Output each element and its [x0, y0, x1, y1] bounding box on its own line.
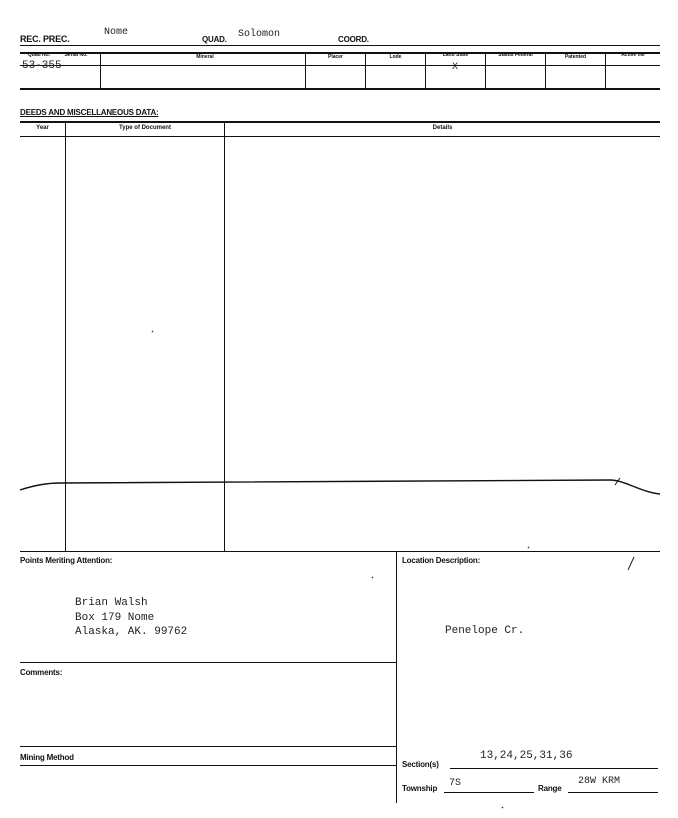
township-line — [444, 792, 534, 793]
col-active-file: Active file — [621, 52, 645, 58]
range-line — [568, 792, 658, 793]
comments-divider — [20, 662, 396, 663]
col-details: Details — [432, 125, 453, 131]
address-line-2: Box 179 Nome — [75, 612, 155, 624]
land-state-mark: X — [452, 62, 459, 73]
location-value: Penelope Cr. — [445, 625, 525, 637]
bottom-section-top — [20, 551, 660, 552]
quad-label: QUAD. — [202, 35, 227, 44]
deeds-title: DEEDS AND MISCELLANEOUS DATA: — [20, 108, 159, 117]
range-value: 28W KRM — [578, 776, 621, 787]
sections-line — [450, 768, 658, 769]
col-status-federal: Status Federal — [498, 52, 533, 58]
col-lode: Lode — [389, 54, 402, 60]
mining-method-underline — [20, 765, 396, 766]
rec-prec-label: REC. PREC. — [20, 34, 70, 44]
quad-value: Solomon — [238, 29, 281, 40]
township-value: 7S — [449, 778, 462, 789]
col-year: Year — [36, 125, 49, 131]
col-mineral: Mineral — [196, 54, 214, 60]
col-patented: Patented — [564, 54, 587, 60]
bottom-col-divider — [396, 551, 397, 803]
col-placer: Placer — [327, 54, 343, 60]
comments-label: Comments: — [20, 668, 63, 677]
address-line-3: Alaska, AK. 99762 — [75, 626, 188, 638]
coord-label: COORD. — [338, 35, 369, 44]
mining-method-divider — [20, 746, 396, 747]
sections-value: 13,24,25,31,36 — [480, 750, 573, 762]
township-label: Township — [402, 784, 438, 793]
sections-label: Section(s) — [402, 760, 439, 769]
address-line-1: Brian Walsh — [75, 597, 148, 609]
col-serial-no: Serial No. — [64, 52, 88, 58]
mining-method-label: Mining Method — [20, 753, 74, 762]
rec-prec-value: Nome — [104, 27, 129, 38]
location-label: Location Description: — [402, 556, 481, 565]
col-type-of-document: Type of Document — [119, 125, 171, 131]
col-land-state: Land State — [442, 52, 469, 58]
quad-serial-value: 53-355 — [22, 60, 62, 72]
col-quad-no: Quad No. — [27, 52, 51, 58]
range-label: Range — [538, 784, 562, 793]
points-label: Points Meriting Attention: — [20, 556, 113, 565]
